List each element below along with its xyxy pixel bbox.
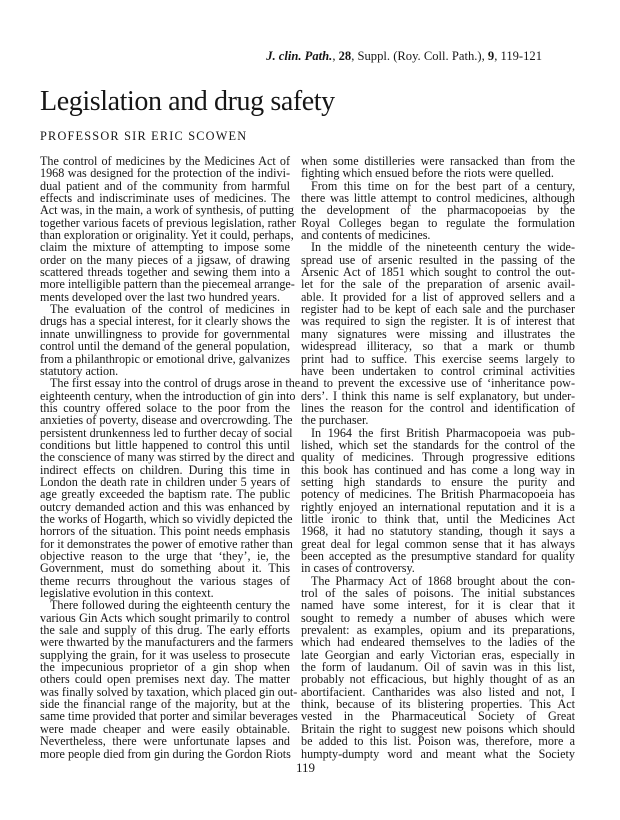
text-line: supplying the grain, for it was useless to prosecute [40, 647, 290, 662]
text-line: objective reason to the urge that ‘they’, ie, the [40, 549, 290, 563]
text-line: drugs has a special interest, for it clearly shows the [40, 314, 290, 329]
text-line: the conscience of many was stirred by the direct and [40, 450, 295, 465]
text-line: others could open premises next day. The matter [40, 672, 290, 687]
text-line: named have some interest, for it is clear that it [301, 598, 575, 613]
text-line: vested in the Pharmaceutical Society of Great [301, 709, 575, 724]
text-line: Nevertheless, there were unfortunate lapses and [40, 734, 290, 749]
journal-issue: 9 [487, 49, 495, 63]
text-line: the development of the pharmacopoeias by the [301, 203, 575, 218]
text-line: dual patient and of the community from harmful [40, 178, 290, 193]
text-line: ders’. I think this name is self explanatory, but under- [301, 388, 575, 403]
text-line: From this time on for the best part of a century, [311, 178, 575, 193]
text-line: Act was, in the main, a work of synthesis, of putting [40, 203, 294, 218]
text-line: able. It provided for a list of approved sellers and a [301, 289, 575, 304]
text-line: persistent drunkenness led to further decay of social [40, 425, 293, 440]
text-line: the sale and supply of this drug. The early efforts [40, 623, 290, 638]
text-line: the impecunious proprietor of a gin shop when [40, 660, 290, 675]
text-line: same time provided that porter and similar beverages [40, 709, 298, 724]
text-line: 1968 was designed for the protection of the indivi- [40, 166, 290, 181]
text-line: the purchaser. [301, 413, 369, 428]
text-line: widespread illiteracy, so that a mark or thumb [301, 339, 575, 354]
text-line: The first essay into the control of drugs arose in the [50, 376, 301, 391]
text-line: print had to suffice. This exercise seems largely to [301, 351, 575, 366]
text-line: prevalent: as examples, opium and its preparations, [301, 623, 575, 638]
text-line: control until the demand of the general population, [40, 339, 290, 354]
text-line: In the middle of the nineteenth century the wide- [311, 240, 575, 255]
text-line: late Georgian and early Victorian eras, especially in [301, 647, 575, 662]
text-line: effects and indiscriminate uses of medicines. The [40, 191, 290, 206]
text-line: Arsenic Act of 1851 which sought to control the out- [301, 265, 575, 280]
text-line: lished, which set the standards for the control of the [301, 437, 575, 452]
text-line: rightly enjoyed an international reputation and it is a [301, 499, 575, 514]
text-line: The control of medicines by the Medicines Act of [40, 154, 290, 168]
text-line: which had endeared themselves to the ladies of the [301, 635, 575, 650]
text-line: were made cheaper and were easily obtainable. [40, 721, 290, 736]
text-line: theme recurrs throughout the various stages of [40, 573, 290, 588]
journal-supplement: Suppl. (Roy. Coll. Path.) [357, 49, 482, 63]
text-line: abortifacient. Cantharides was also listed and not, I [301, 684, 575, 699]
text-line: ments developed over the last two hundred years. [40, 289, 281, 304]
text-line: indirect effects on children. During this time in [40, 462, 290, 477]
text-line: legislative evolution in this context. [40, 586, 214, 601]
text-line: more intelligible pattern than the piecemeal arrange- [40, 277, 295, 292]
text-line: and to prevent the excessive use of ‘inheritance pow- [301, 376, 575, 391]
text-line: scattered threads together and sewing them into a [40, 265, 290, 280]
text-line: conditions but little happened to control this until [40, 437, 290, 452]
text-line: claim the mixture of attempting to impose some [40, 240, 290, 255]
text-line: let for the sale of the preparation of arsenic avail- [301, 277, 575, 292]
text-line: little ironic to think that, until the Medicines Act [301, 511, 575, 526]
text-line: was finally solved by taxation, which placed gin out- [40, 684, 298, 699]
text-line: this book has continued and has come a long way in [301, 462, 575, 477]
text-line: think, because of its blistering properties. This Act [301, 697, 575, 712]
text-line: setting high standards to ensure the purity and [301, 474, 575, 489]
article-title: Legislation and drug safety [40, 86, 335, 117]
text-line: statutory action. [40, 363, 119, 378]
journal-citation: J. clin. Path., 28, Suppl. (Roy. Coll. Path.), 9, 119-121 [266, 49, 542, 63]
text-line: register had to be kept of each sale and the purchaser [301, 302, 575, 317]
text-line: outcry demanded action and this was enhanced by [40, 499, 290, 514]
journal-name: J. clin. Path. [266, 49, 333, 63]
text-line: together various facets of previous legislation, rather [40, 215, 296, 230]
text-line: There followed during the eighteenth century the [50, 598, 290, 613]
text-line: trol of the sales of poisons. The initial substances [301, 586, 575, 601]
text-line: potency of medicines. The British Pharmacopoeia has [301, 487, 575, 502]
text-line: have been undertaken to control criminal activities [301, 363, 575, 378]
text-line: London the death rate in children under 5 years of [40, 474, 290, 489]
text-line: humpty-dumpty word and meant what the Society [301, 746, 575, 761]
journal-volume: 28 [338, 49, 352, 63]
text-line: Royal Colleges began to regulate the formulation [301, 215, 575, 230]
page-number: 119 [296, 760, 316, 775]
text-line: sought to remedy a number of abuses which were [301, 610, 575, 625]
text-line: many signatures were missing and illustrates the [301, 326, 575, 341]
text-line: age greatly exceeded the baptism rate. The public [40, 487, 290, 502]
text-line: The Pharmacy Act of 1868 brought about the con- [311, 573, 575, 588]
text-line: Government, must do something about it. This [40, 561, 290, 576]
left-text-column [40, 154, 301, 761]
text-line: In 1964 the first British Pharmacopoeia was pub- [311, 425, 575, 440]
text-line: were thwarted by the manufacturers and the farmers [40, 635, 294, 650]
text-line: the form of laudanum. Oil of savin was in this list, [301, 660, 575, 675]
text-line: more people died from gin during the Gordon Riots [40, 746, 291, 761]
text-line: when some distilleries were ransacked than from the [301, 154, 575, 168]
text-line: there was little attempt to control medicines, although [301, 191, 575, 206]
text-line: eighteenth century, when the introduction of gin into [40, 388, 296, 403]
text-line: from a philanthropic or emotional drive, galvanizes [40, 351, 290, 366]
text-line: fighting which ensued before the riots were quelled. [301, 166, 554, 181]
text-line: The evaluation of the control of medicines in [50, 302, 290, 317]
text-line: probably not efficacious, but highly thought of as an [301, 672, 575, 687]
article-author: PROFESSOR SIR ERIC SCOWEN [40, 129, 248, 143]
text-line: spread use of arsenic resulted in the passing of the [301, 252, 575, 267]
text-line: this country offered solace to the poor from the [40, 400, 290, 415]
text-line: in cases of controversy. [301, 561, 415, 576]
text-line: was required to sign the register. It is of interest that [301, 314, 575, 329]
text-line: order on the many pieces of a jigsaw, of drawing [40, 252, 290, 267]
text-line: Britain the right to suggest new poisons which should [301, 721, 575, 736]
text-line: been accepted as the presumptive standard for quality [301, 549, 575, 563]
text-line: side the financial range of the majority, but at the [40, 697, 290, 712]
text-line: the works of Hogarth, which so vividly depicted the [40, 511, 293, 526]
text-line: for it demonstrates the power of emotive rather than [40, 536, 293, 551]
text-line: 1968, it had no statutory standing, though it says a [301, 524, 575, 539]
text-line: innate unwillingness to provide for governmental [40, 326, 290, 341]
text-line: than exploration or originality. Yet it could, perhaps, [40, 228, 294, 243]
text-line: and contents of medicines. [301, 228, 431, 243]
text-line: anxieties of poverty, disease and overcrowding. The [40, 413, 293, 428]
text-line: various Gin Acts which sought primarily to control [40, 610, 290, 625]
journal-pages: 119-121 [500, 49, 542, 63]
text-line: quality of medicines. Through progressive editions [301, 450, 575, 465]
text-line: be added to this list. Poison was, therefore, more a [301, 734, 575, 749]
text-line: great deal for legal common sense that it has always [301, 536, 575, 551]
text-line: horrors of the situation. This point needs emphasis [40, 524, 290, 539]
right-text-column [301, 155, 575, 760]
text-line: lines the reason for the control and identification of [301, 400, 575, 415]
